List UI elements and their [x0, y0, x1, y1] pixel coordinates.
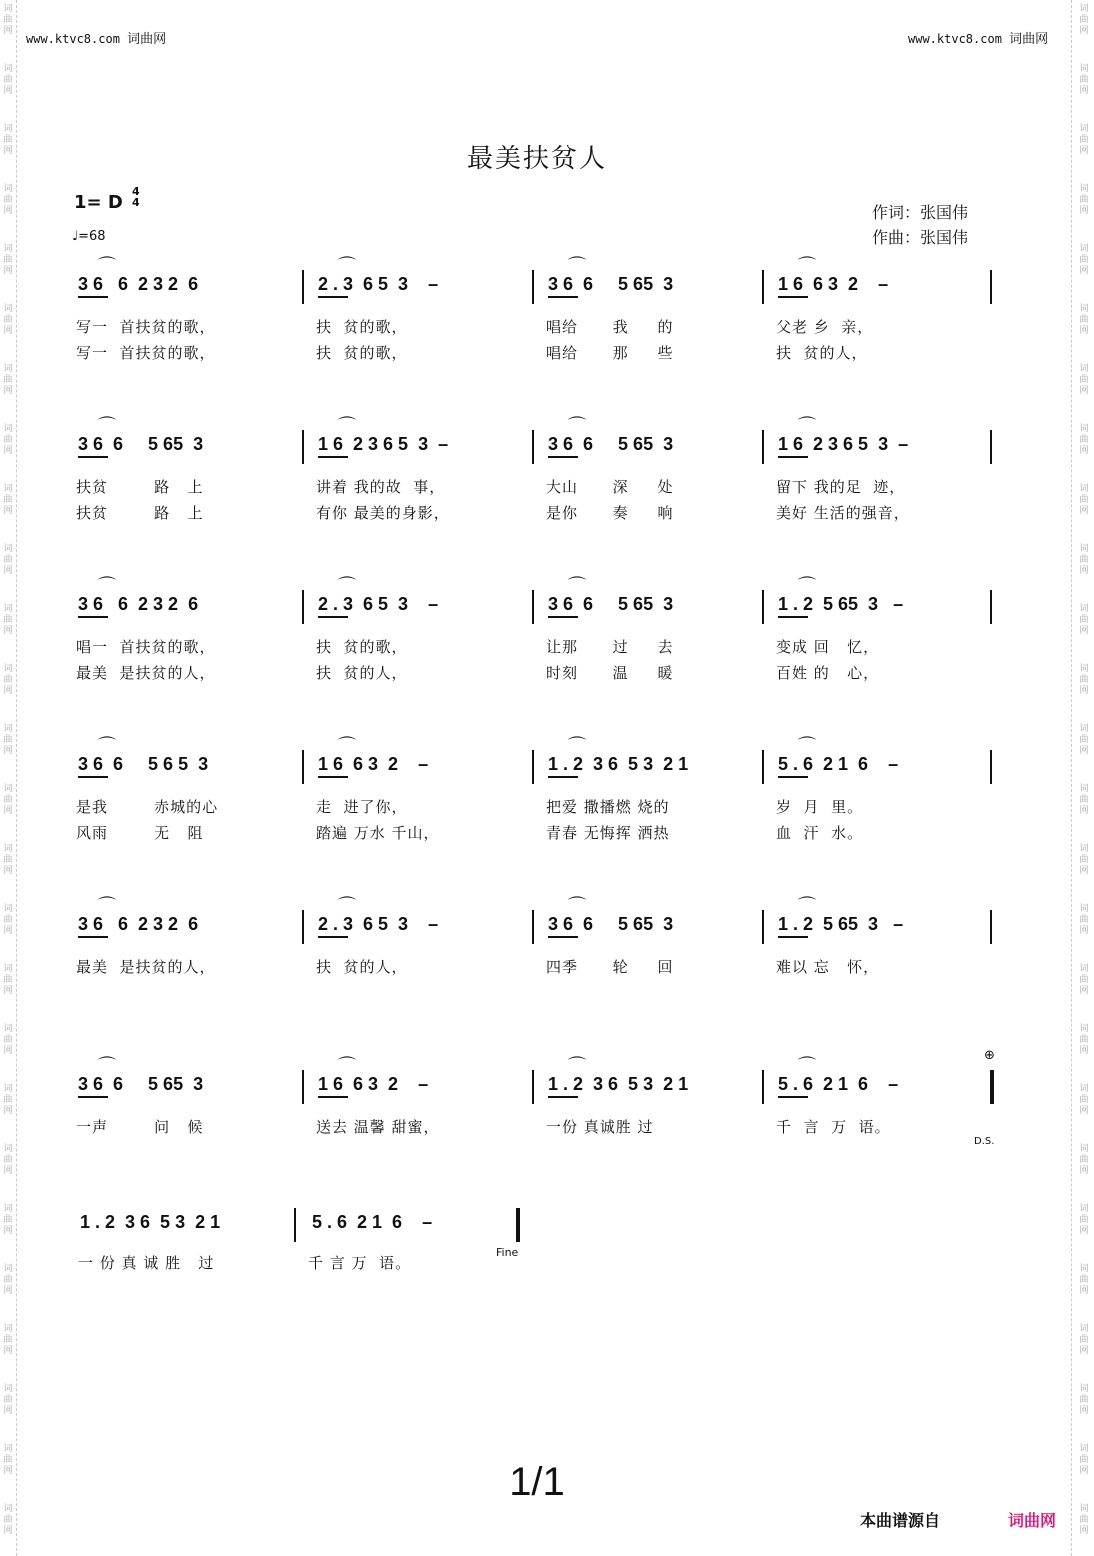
time-sig-top: 4 [132, 185, 140, 198]
barline [302, 750, 304, 784]
slur-mark: ⌒ [568, 1056, 586, 1077]
side-watermark: 词 曲 网 [1079, 784, 1089, 816]
slur-mark: ⌒ [98, 416, 116, 437]
song-title: 最美扶贫人 [466, 144, 607, 174]
rhythm-underline [318, 456, 348, 458]
lyric-line: 唱一 首扶贫的歌， [76, 638, 216, 656]
header-link-left[interactable] [26, 28, 166, 47]
lyric-line: 美好 生活的强音， [776, 504, 910, 522]
side-watermark: 词 曲 网 [3, 184, 13, 216]
composer-credit: 作曲：张国伟 [872, 228, 969, 247]
rhythm-underline [78, 776, 108, 778]
lyric-line: 唱给 那 些 [546, 344, 674, 362]
time-signature [132, 186, 140, 208]
barline [762, 910, 764, 944]
rhythm-underline [778, 616, 808, 618]
side-watermark: 词 曲 网 [1079, 1324, 1089, 1356]
lyric-line: 时刻 温 暖 [546, 664, 674, 682]
side-watermark: 词 曲 网 [1079, 1504, 1089, 1536]
rhythm-underline [318, 616, 348, 618]
lyric-line: 最美 是扶贫的人， [76, 664, 216, 682]
lyric-line: 一份 真诚胜 过 [546, 1118, 654, 1136]
measure-notes: 3 6 6 2 3 2 6 [78, 594, 199, 614]
barline [532, 430, 534, 464]
measure-notes: 3 6 6 5 65 3 [548, 594, 674, 614]
barline [302, 910, 304, 944]
side-watermark: 词 曲 网 [3, 1084, 13, 1116]
barline [532, 590, 534, 624]
slur-mark: ⌒ [98, 1056, 116, 1077]
lyric-line: 讲着 我的故 事， [316, 478, 446, 496]
side-watermark: 词 曲 网 [1079, 124, 1089, 156]
end-barline [990, 270, 992, 304]
lyric-line: 唱给 我 的 [546, 318, 674, 336]
end-barline [990, 430, 992, 464]
rhythm-underline [318, 936, 348, 938]
measure-notes: 1 . 2 3 6 5 3 2 1 [80, 1212, 221, 1232]
lyric-line: 千 言 万 语。 [776, 1118, 891, 1136]
side-watermark: 词 曲 网 [1079, 664, 1089, 696]
lyric-line: 写一 首扶贫的歌， [76, 344, 216, 362]
barline [762, 750, 764, 784]
lyric-line: 百姓 的 心， [776, 664, 880, 682]
side-watermark: 词 曲 网 [1079, 904, 1089, 936]
end-barline [990, 750, 992, 784]
barline [762, 430, 764, 464]
side-watermark: 词 曲 网 [3, 64, 13, 96]
measure-notes: 3 6 6 2 3 2 6 [78, 274, 199, 294]
slur-mark: ⌒ [338, 896, 356, 917]
slur-mark: ⌒ [98, 736, 116, 757]
barline [532, 910, 534, 944]
footer-source-label: 本曲谱源自 [860, 1511, 941, 1530]
rhythm-underline [778, 296, 808, 298]
measure-notes: 1 . 2 3 6 5 3 2 1 [548, 754, 689, 774]
lyric-line: 写一 首扶贫的歌， [76, 318, 216, 336]
side-watermark: 词 曲 网 [1079, 544, 1089, 576]
slur-mark: ⌒ [798, 416, 816, 437]
lyric-line: 父老 乡 亲， [776, 318, 874, 336]
measure-notes: 1 6 2 3 6 5 3 – [778, 434, 909, 454]
side-watermark: 词 曲 网 [1079, 184, 1089, 216]
rhythm-underline [318, 1096, 348, 1098]
measure-notes: 2 . 3 6 5 3 – [318, 914, 439, 934]
side-watermark: 词 曲 网 [3, 244, 13, 276]
measure-notes: 1 . 2 5 65 3 – [778, 594, 904, 614]
header-link-right[interactable] [908, 28, 1048, 47]
side-watermark: 词 曲 网 [3, 724, 13, 756]
header-site-left[interactable]: 词曲网 [127, 32, 167, 47]
side-watermark: 词 曲 网 [3, 604, 13, 636]
tempo-value: =68 [78, 229, 106, 244]
header-site-right[interactable]: 词曲网 [1009, 32, 1049, 47]
lyric-line: 扶贫 路 上 [76, 478, 204, 496]
lyric-line: 让那 过 去 [546, 638, 674, 656]
lyric-line: 一声 问 候 [76, 1118, 204, 1136]
side-watermark: 词 曲 网 [1079, 1384, 1089, 1416]
side-watermark: 词 曲 网 [3, 1444, 13, 1476]
rhythm-underline [78, 616, 108, 618]
lyricist-credit: 作词：张国伟 [872, 203, 969, 222]
rhythm-underline [548, 296, 578, 298]
slur-mark: ⌒ [798, 896, 816, 917]
rhythm-underline [78, 296, 108, 298]
barline [302, 590, 304, 624]
side-watermark: 词 曲 网 [3, 124, 13, 156]
barline [762, 1070, 764, 1104]
barline [762, 590, 764, 624]
measure-notes: 3 6 6 5 65 3 [548, 914, 674, 934]
side-watermark: 词 曲 网 [3, 1384, 13, 1416]
slur-mark: ⌒ [98, 256, 116, 277]
end-barline [990, 910, 992, 944]
measure-notes: 2 . 3 6 5 3 – [318, 594, 439, 614]
side-watermark: 词 曲 网 [3, 844, 13, 876]
side-watermark: 词 曲 网 [3, 304, 13, 336]
rhythm-underline [78, 1096, 108, 1098]
slur-mark: ⌒ [568, 736, 586, 757]
quarter-note-icon: ♩ [72, 229, 79, 244]
lyric-line: 把爱 撒播燃 烧的 [546, 798, 670, 816]
lyric-line: 踏遍 万水 千山， [316, 824, 440, 842]
measure-notes: 5 . 6 2 1 6 – [312, 1212, 433, 1232]
lyric-line: 扶贫 路 上 [76, 504, 204, 522]
side-watermark: 词 曲 网 [3, 664, 13, 696]
lyric-line: 是我 赤城的心 [76, 798, 219, 816]
lyric-line: 扶 贫的歌， [316, 638, 408, 656]
side-watermark: 词 曲 网 [1079, 1144, 1089, 1176]
lyric-line: 大山 深 处 [546, 478, 674, 496]
lyric-line: 最美 是扶贫的人， [76, 958, 216, 976]
side-watermark: 词 曲 网 [3, 1264, 13, 1296]
lyric-line: 扶 贫的人， [316, 958, 408, 976]
segno-icon: ⊕ [984, 1048, 995, 1063]
barline [532, 270, 534, 304]
rhythm-underline [778, 776, 808, 778]
side-watermark: 词 曲 网 [1079, 724, 1089, 756]
slur-mark: ⌒ [568, 576, 586, 597]
lyric-line: 是你 奏 响 [546, 504, 674, 522]
measure-notes: 1 6 2 3 6 5 3 – [318, 434, 449, 454]
rhythm-underline [778, 936, 808, 938]
measure-notes: 3 6 6 5 65 3 [78, 434, 204, 454]
side-watermark: 词 曲 网 [1079, 364, 1089, 396]
rhythm-underline [778, 456, 808, 458]
side-watermark: 词 曲 网 [1079, 1204, 1089, 1236]
lyric-line: 有你 最美的身影， [316, 504, 450, 522]
side-watermark: 词 曲 网 [3, 4, 13, 36]
lyric-line: 留下 我的足 迹， [776, 478, 906, 496]
slur-mark: ⌒ [568, 416, 586, 437]
right-watermark-strip [1071, 0, 1094, 1556]
side-watermark: 词 曲 网 [3, 784, 13, 816]
slur-mark: ⌒ [98, 576, 116, 597]
side-watermark: 词 曲 网 [1079, 964, 1089, 996]
measure-notes: 2 . 3 6 5 3 – [318, 274, 439, 294]
lyric-line: 走 进了你， [316, 798, 408, 816]
rhythm-underline [548, 616, 578, 618]
rhythm-underline [318, 776, 348, 778]
side-watermark: 词 曲 网 [1079, 64, 1089, 96]
lyric-line: 风雨 无 阻 [76, 824, 204, 842]
rhythm-underline [78, 456, 108, 458]
side-watermark: 词 曲 网 [1079, 1084, 1089, 1116]
measure-notes: 3 6 6 5 65 3 [548, 274, 674, 294]
slur-mark: ⌒ [338, 416, 356, 437]
lyric-line: 血 汗 水。 [776, 824, 864, 842]
side-watermark: 词 曲 网 [1079, 424, 1089, 456]
barline [532, 750, 534, 784]
lyric-line: 岁 月 里。 [776, 798, 864, 816]
barline [302, 1070, 304, 1104]
end-barline [990, 1070, 994, 1104]
side-watermark: 词 曲 网 [1079, 1024, 1089, 1056]
side-watermark: 词 曲 网 [3, 484, 13, 516]
rhythm-underline [548, 776, 578, 778]
measure-notes: 3 6 6 5 6 5 3 [78, 754, 209, 774]
rhythm-underline [548, 936, 578, 938]
side-watermark: 词 曲 网 [3, 1324, 13, 1356]
lyric-line: 四季 轮 回 [546, 958, 674, 976]
slur-mark: ⌒ [568, 256, 586, 277]
lyric-line: 青春 无悔挥 洒热 [546, 824, 670, 842]
barline [762, 270, 764, 304]
side-watermark: 词 曲 网 [1079, 484, 1089, 516]
side-watermark: 词 曲 网 [3, 1024, 13, 1056]
side-watermark: 词 曲 网 [3, 1204, 13, 1236]
rhythm-underline [78, 936, 108, 938]
lyric-line: 扶 贫的人， [776, 344, 868, 362]
side-watermark: 词 曲 网 [3, 1144, 13, 1176]
measure-notes: 1 6 6 3 2 – [318, 754, 429, 774]
tempo-marking [72, 229, 106, 244]
slur-mark: ⌒ [568, 896, 586, 917]
side-watermark: 词 曲 网 [1079, 4, 1089, 36]
barline [302, 430, 304, 464]
slur-mark: ⌒ [798, 256, 816, 277]
header-url-right[interactable]: www.ktvc8.com [908, 32, 1002, 46]
side-watermark: 词 曲 网 [1079, 1264, 1089, 1296]
side-watermark: 词 曲 网 [1079, 244, 1089, 276]
side-watermark: 词 曲 网 [3, 424, 13, 456]
key-signature: 1= D [74, 192, 123, 213]
side-watermark: 词 曲 网 [3, 364, 13, 396]
measure-notes: 3 6 6 2 3 2 6 [78, 914, 199, 934]
side-watermark: 词 曲 网 [1079, 844, 1089, 876]
side-watermark: 词 曲 网 [3, 544, 13, 576]
fine-marking: Fine [496, 1246, 519, 1259]
left-watermark-strip [0, 0, 17, 1556]
slur-mark: ⌒ [338, 576, 356, 597]
lyric-line: 变成 回 忆， [776, 638, 880, 656]
side-watermark: 词 曲 网 [3, 904, 13, 936]
measure-notes: 5 . 6 2 1 6 – [778, 754, 899, 774]
lyric-line: 扶 贫的人， [316, 664, 408, 682]
ds-marking: D.S. [974, 1136, 995, 1147]
slur-mark: ⌒ [338, 256, 356, 277]
measure-notes: 5 . 6 2 1 6 – [778, 1074, 899, 1094]
lyric-line: 扶 贫的歌， [316, 318, 408, 336]
side-watermark: 词 曲 网 [3, 964, 13, 996]
header-url-left[interactable]: www.ktvc8.com [26, 32, 120, 46]
rhythm-underline [778, 1096, 808, 1098]
measure-notes: 3 6 6 5 65 3 [78, 1074, 204, 1094]
rhythm-underline [318, 296, 348, 298]
slur-mark: ⌒ [798, 576, 816, 597]
measure-notes: 3 6 6 5 65 3 [548, 434, 674, 454]
barline [532, 1070, 534, 1104]
lyric-line: 一 份 真 诚 胜 过 [78, 1254, 215, 1272]
slur-mark: ⌒ [338, 1056, 356, 1077]
rhythm-underline [548, 456, 578, 458]
lyric-line: 扶 贫的歌， [316, 344, 408, 362]
lyric-line: 难以 忘 怀， [776, 958, 880, 976]
slur-mark: ⌒ [798, 1056, 816, 1077]
rhythm-underline [548, 1096, 578, 1098]
measure-notes: 1 6 6 3 2 – [778, 274, 889, 294]
measure-notes: 1 6 6 3 2 – [318, 1074, 429, 1094]
measure-notes: 1 . 2 5 65 3 – [778, 914, 904, 934]
slur-mark: ⌒ [798, 736, 816, 757]
slur-mark: ⌒ [338, 736, 356, 757]
side-watermark: 词 曲 网 [1079, 304, 1089, 336]
side-watermark: 词 曲 网 [1079, 1444, 1089, 1476]
side-watermark: 词 曲 网 [3, 1504, 13, 1536]
time-sig-bottom: 4 [132, 196, 140, 209]
page-number: 1/1 [509, 1460, 565, 1504]
slur-mark: ⌒ [98, 896, 116, 917]
barline [294, 1208, 296, 1242]
side-watermark: 词 曲 网 [1079, 604, 1089, 636]
final-barline [516, 1208, 520, 1242]
lyric-line: 千 言 万 语。 [308, 1254, 412, 1272]
measure-notes: 1 . 2 3 6 5 3 2 1 [548, 1074, 689, 1094]
end-barline [990, 590, 992, 624]
lyric-line: 送去 温馨 甜蜜， [316, 1118, 440, 1136]
footer-source-site[interactable]: 词曲网 [1008, 1511, 1057, 1530]
barline [302, 270, 304, 304]
